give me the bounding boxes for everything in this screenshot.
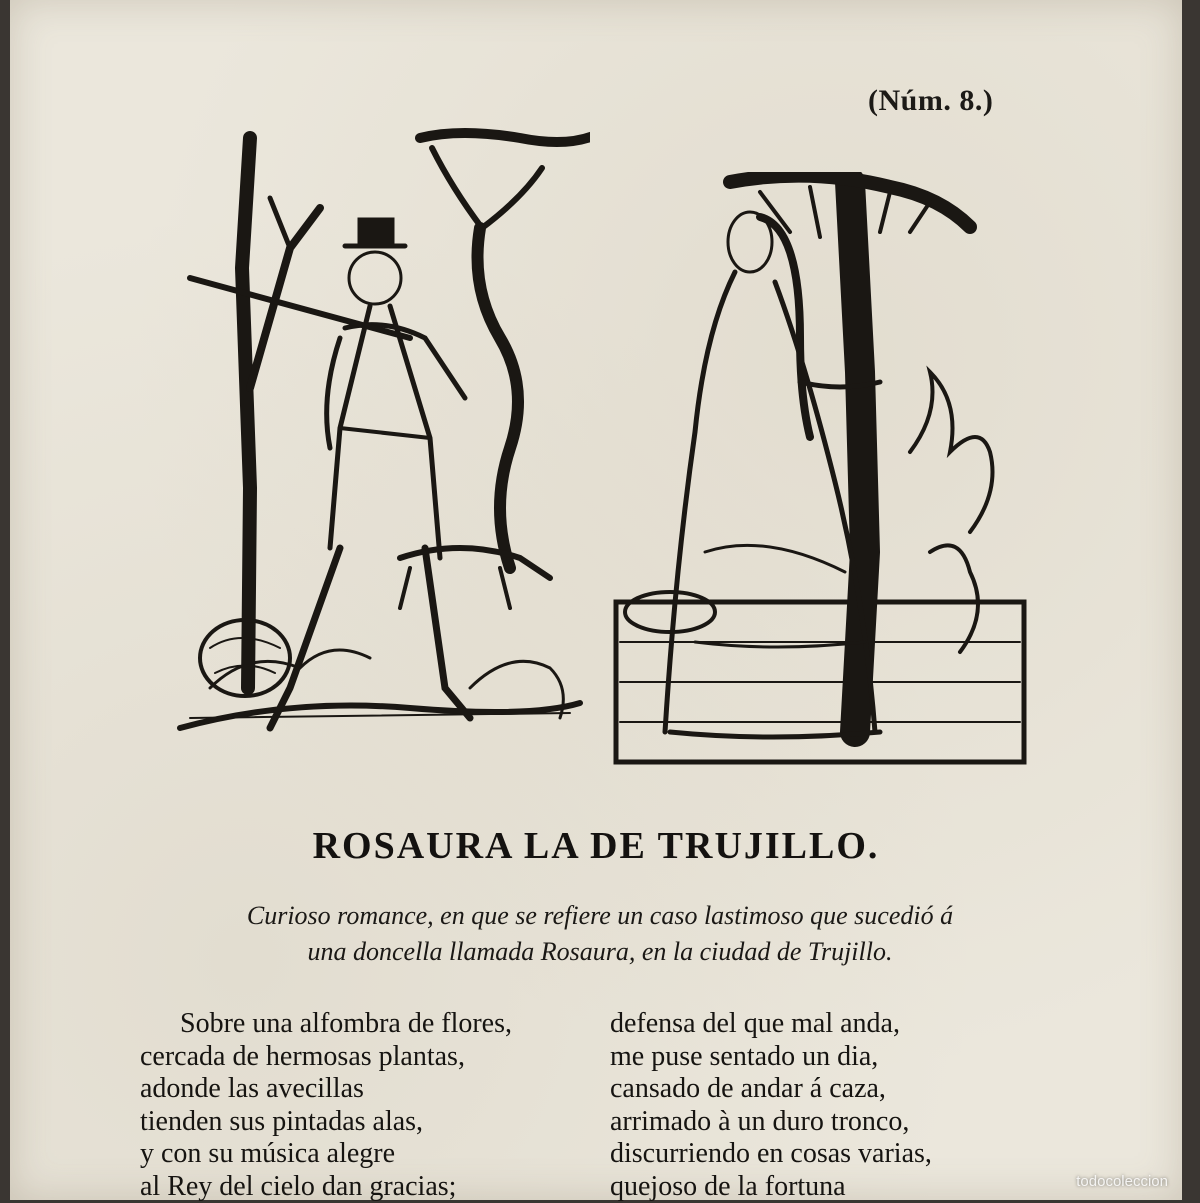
verse-line: defensa del que mal anda,	[610, 1008, 1070, 1041]
document-title: ROSAURA LA DE TRUJILLO.	[10, 824, 1182, 868]
verse-line: cansado de andar á caza,	[610, 1073, 1070, 1106]
verse-line: adonde las avecillas	[140, 1073, 600, 1106]
woodcut-maiden-icon	[610, 172, 1030, 770]
watermark-logo: todocoleccion	[1076, 1173, 1168, 1190]
woodcut-hunter-icon	[170, 128, 590, 756]
verse-line: quejoso de la fortuna	[610, 1171, 1070, 1203]
verse-line: discurriendo en cosas varias,	[610, 1138, 1070, 1171]
verse-line: cercada de hermosas plantas,	[140, 1041, 600, 1074]
subtitle-line: Curioso romance, en que se refiere un caso lastimoso que sucedió á	[190, 898, 1010, 934]
verse-column-right	[610, 1008, 1070, 1203]
subtitle-line: una doncella llamada Rosaura, en la ciudad de Trujillo.	[190, 934, 1010, 970]
verse-line: al Rey del cielo dan gracias;	[140, 1171, 600, 1203]
verse-line: tienden sus pintadas alas,	[140, 1106, 600, 1139]
page-number: (Núm. 8.)	[868, 84, 993, 118]
document-page	[10, 0, 1182, 1200]
verse-line: y con su música alegre	[140, 1138, 600, 1171]
verse-line: Sobre una alfombra de flores,	[140, 1008, 600, 1041]
verse-line: arrimado à un duro tronco,	[610, 1106, 1070, 1139]
verse-column-left	[140, 1008, 600, 1203]
verse-line: me puse sentado un dia,	[610, 1041, 1070, 1074]
document-subtitle	[190, 898, 1010, 970]
